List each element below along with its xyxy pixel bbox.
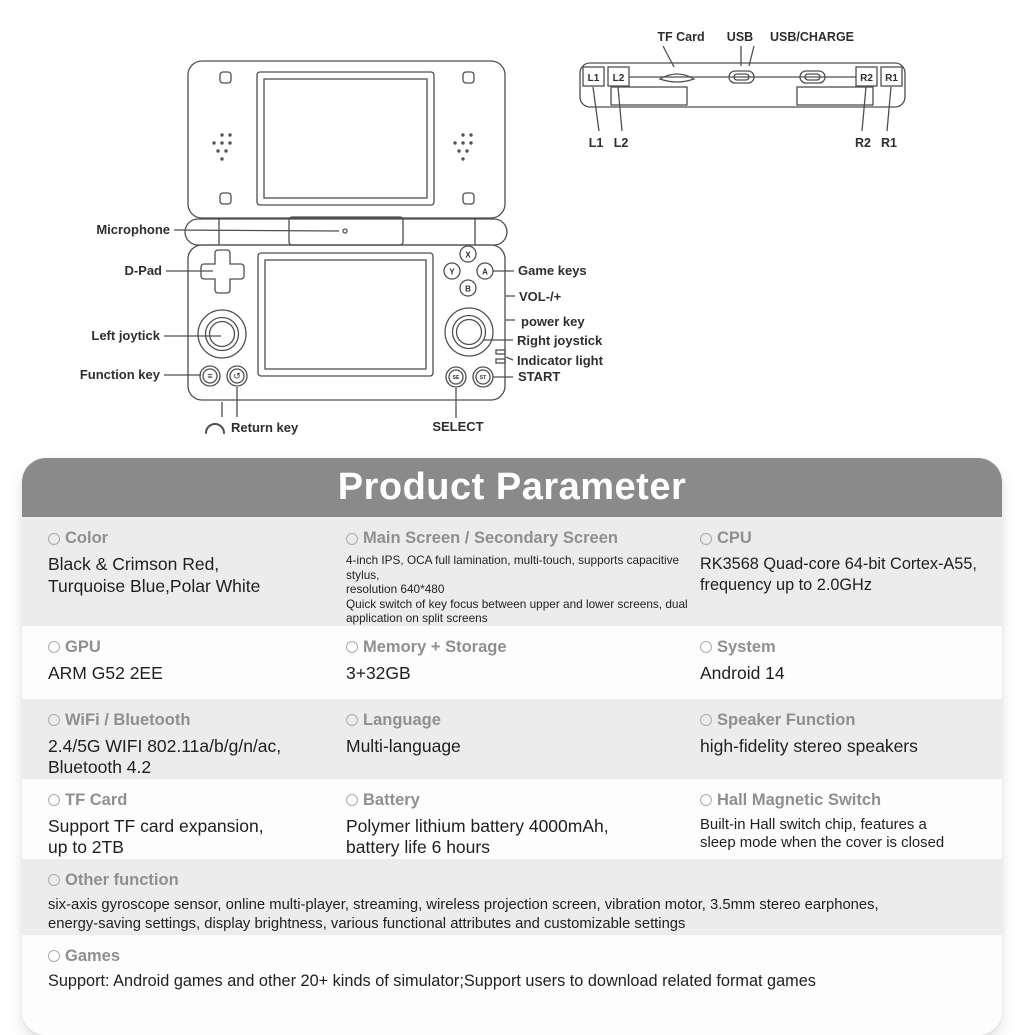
row-value: RK3568 Quad-core 64-bit Cortex-A55, frequency up to 2.0GHz (700, 555, 977, 594)
ring-icon (700, 714, 712, 726)
row-label: Color (65, 529, 109, 547)
row-value: 4-inch IPS, OCA full lamination, multi-touch, supports capacitive stylus, resolution 640*480 Quick switch of key focus between upper and lower screens, dual application on split screens (346, 553, 688, 626)
cpu-cell (700, 517, 1002, 626)
lower-screen-bezel (258, 253, 433, 376)
function-button (200, 366, 220, 386)
table-row (22, 935, 1002, 1035)
row-value: Built-in Hall switch chip, features a sleep mode when the cover is closed (700, 816, 945, 852)
ring-icon (48, 950, 60, 962)
ring-icon (48, 714, 60, 726)
label-return-key: Return key (231, 420, 299, 435)
x-button-label: X (465, 250, 471, 260)
l1-button-label: L1 (587, 73, 600, 84)
ring-icon (48, 533, 60, 545)
indicator-light-icon (496, 350, 505, 363)
a-button-label: A (482, 267, 488, 277)
row-label: GPU (65, 637, 101, 656)
tf-card-slot-icon (660, 74, 694, 82)
l2-button-label: L2 (612, 73, 625, 84)
row-value: Support TF card expansion, up to 2TB (48, 815, 264, 858)
label-start: START (518, 369, 561, 384)
row-label: Speaker Function (717, 710, 856, 729)
right-joystick-icon (445, 308, 493, 356)
label-tf-card: TF Card (657, 30, 705, 44)
r2-leader (862, 87, 866, 131)
table-row (22, 626, 1002, 699)
row-label: Memory + Storage (363, 637, 507, 656)
label-volume: VOL-/+ (519, 289, 562, 304)
tf-card-cell (22, 779, 346, 859)
screw-top-right (463, 72, 474, 83)
ring-icon (700, 533, 712, 545)
label-r1: R1 (881, 136, 897, 150)
upper-screen (264, 79, 427, 198)
row-value: 3+32GB (346, 662, 411, 683)
upper-shell (188, 61, 505, 218)
row-value: Android 14 (700, 662, 785, 683)
row-label: System (717, 637, 776, 656)
label-l2: L2 (613, 136, 629, 150)
card-header (22, 458, 1002, 517)
row-value: 2.4/5G WIFI 802.11a/b/g/n/ac, Bluetooth 4.2 (48, 735, 282, 778)
label-right-joystick: Right joystick (517, 333, 603, 348)
row-value: ARM G52 2EE (48, 662, 163, 683)
label-r2: R2 (855, 136, 871, 150)
return-button-icon: ↺ (233, 371, 241, 381)
label-function-key: Function key (79, 367, 160, 382)
wifi-cell (22, 699, 346, 779)
right-speaker-icon (453, 133, 472, 160)
lower-screen (265, 260, 426, 369)
tf-card-leader (663, 46, 674, 67)
label-power-key: power key (521, 314, 585, 329)
page-title: Product Parameter (337, 466, 687, 508)
label-usb: USB (726, 30, 754, 44)
color-cell (22, 517, 346, 626)
row-label: Other function (65, 870, 179, 889)
l1-leader (593, 87, 599, 131)
label-l1: L1 (588, 136, 604, 150)
row-label: Games (65, 946, 121, 965)
ring-icon (48, 794, 60, 806)
ring-icon (700, 641, 712, 653)
start-button (473, 367, 493, 387)
ring-icon (48, 874, 60, 886)
microphone-hole-icon (343, 229, 347, 233)
screw-top-left (220, 72, 231, 83)
table-row (22, 517, 1002, 626)
table-row (22, 779, 1002, 859)
row-label: Hall Magnetic Switch (717, 790, 882, 809)
language-cell (346, 699, 700, 779)
system-cell (700, 626, 1002, 699)
row-value: high-fidelity stereo speakers (700, 735, 918, 756)
ring-icon (48, 641, 60, 653)
device-diagram (0, 0, 1024, 445)
row-label: Battery (363, 790, 420, 809)
row-value: six-axis gyroscope sensor, online multi-player, streaming, wireless projection screen, vibration motor, 3.5mm stereo earphones, energy-saving settings, display brightness, various functional attributes and customizable settings (48, 896, 879, 933)
ring-icon (346, 533, 358, 545)
label-microphone: Microphone (96, 222, 170, 237)
row-label: CPU (717, 529, 752, 547)
product-parameter-card (22, 458, 1002, 1035)
row-label: Main Screen / Secondary Screen (363, 529, 618, 547)
edge-recess-right (797, 87, 873, 105)
ring-icon (346, 641, 358, 653)
upper-screen-bezel (257, 72, 434, 205)
b-button-label: B (465, 284, 471, 294)
label-select: SELECT (432, 419, 484, 434)
row-value: Black & Crimson Red, Turquoise Blue,Polar White (48, 554, 261, 596)
label-dpad: D-Pad (124, 263, 162, 278)
r1-button-label: R1 (885, 73, 898, 84)
screw-bottom-left (220, 193, 231, 204)
select-button-label: SE (452, 375, 460, 381)
gpu-cell (22, 626, 346, 699)
main-screen-cell (346, 517, 700, 626)
battery-cell (346, 779, 700, 859)
row-label: WiFi / Bluetooth (65, 710, 191, 729)
microphone-leader (174, 230, 339, 231)
row-value: Polymer lithium battery 4000mAh, battery life 6 hours (346, 815, 609, 858)
speaker-cell (700, 699, 1002, 779)
select-button (446, 367, 466, 387)
row-value: Support: Android games and other 20+ kinds of simulator;Support users to download related format games (48, 971, 816, 990)
ring-icon (700, 794, 712, 806)
label-left-joystick: Left joytick (91, 328, 160, 343)
label-usb-charge: USB/CHARGE (769, 30, 855, 44)
r2-button-label: R2 (860, 73, 873, 84)
label-indicator-light: Indicator light (517, 353, 603, 368)
games-cell (22, 935, 1002, 993)
other-function-cell (22, 859, 1002, 935)
return-button (227, 366, 247, 386)
ring-icon (346, 794, 358, 806)
headphone-icon (206, 424, 224, 433)
indicator-leader (506, 357, 513, 360)
function-button-icon: ≡ (207, 371, 213, 381)
y-button-label: Y (449, 267, 455, 277)
table-row (22, 699, 1002, 779)
front-view-diagram (80, 61, 604, 435)
hall-switch-cell (700, 779, 1002, 859)
l2-leader (618, 87, 622, 131)
label-game-keys: Game keys (518, 263, 587, 278)
screw-bottom-right (463, 193, 474, 204)
edge-view-diagram (580, 30, 905, 150)
r1-leader (887, 87, 891, 131)
table-row (22, 859, 1002, 935)
row-label: Language (363, 710, 441, 729)
left-speaker-icon (212, 133, 231, 160)
ring-icon (346, 714, 358, 726)
left-joystick-icon (198, 310, 246, 358)
row-value: Multi-language (346, 735, 461, 756)
edge-recess-left (611, 87, 687, 105)
start-button-label: ST (479, 375, 487, 381)
row-label: TF Card (65, 790, 128, 809)
memory-cell (346, 626, 700, 699)
